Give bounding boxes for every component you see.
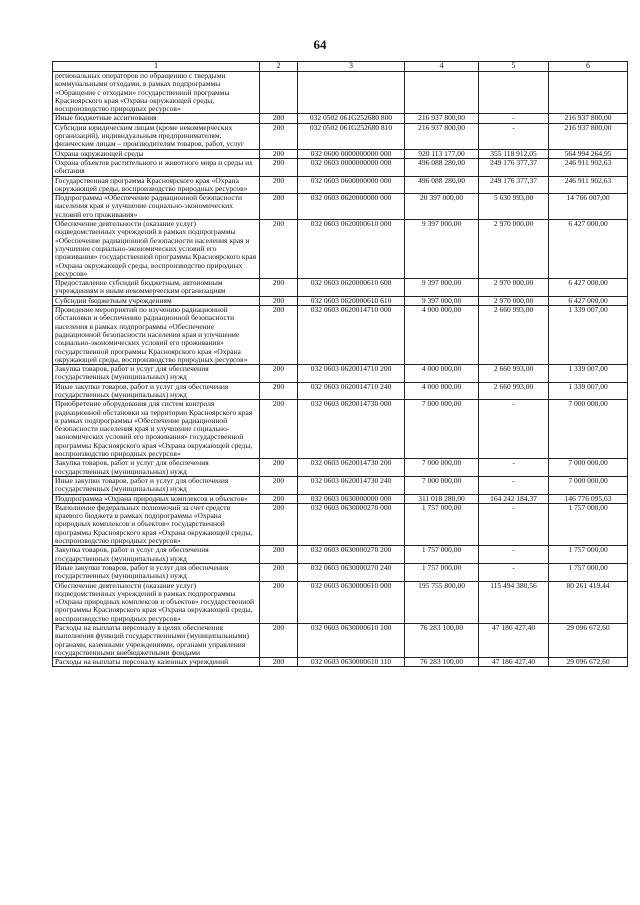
table-header-row bbox=[53, 62, 628, 72]
row-code-cell: 200 bbox=[260, 400, 298, 459]
row-executed-amount-cell: 47 186 427,40 bbox=[479, 624, 549, 658]
row-name-cell: Проведение мероприятий по изучению радиационной обстановки и обеспечению радиационной безопасности населения в рамках подпрограммы «Обеспечение радиационной безопасности населения края и улучшение социально-экономических условий его проживания» государственной программы Красноярского края «Охрана окружающей среды, воспроизводство природных ресурсов» bbox=[53, 306, 260, 365]
row-approved-amount-cell: 311 018 280,00 bbox=[405, 494, 479, 503]
row-approved-amount-cell bbox=[405, 72, 479, 114]
row-approved-amount-cell: 4 000 000,00 bbox=[405, 382, 479, 400]
table-row bbox=[53, 400, 628, 459]
row-code-cell: 200 bbox=[260, 624, 298, 658]
row-kbk-cell: 032 0603 0630000610 000 bbox=[298, 581, 405, 623]
row-remaining-amount-cell: 6 427 000,00 bbox=[549, 220, 628, 279]
row-code-cell: 200 bbox=[260, 176, 298, 194]
row-name-cell: Закупка товаров, работ и услуг для обеспечения государственных (муниципальных) нужд bbox=[53, 459, 260, 477]
row-approved-amount-cell: 195 755 800,00 bbox=[405, 581, 479, 623]
row-name-cell: Охрана окружающей среды bbox=[53, 149, 260, 158]
row-code-cell: 200 bbox=[260, 546, 298, 564]
row-remaining-amount-cell: 146 776 095,63 bbox=[549, 494, 628, 503]
row-approved-amount-cell: 4 000 000,00 bbox=[405, 306, 479, 365]
table-row bbox=[53, 382, 628, 400]
table-row bbox=[53, 581, 628, 623]
row-executed-amount-cell: - bbox=[479, 503, 549, 545]
row-kbk-cell: 032 0603 0620014710 240 bbox=[298, 382, 405, 400]
row-name-cell: Подпрограмма «Охрана природных комплексов и объектов» bbox=[53, 494, 260, 503]
row-name-cell: Субсидии бюджетным учреждениям bbox=[53, 296, 260, 305]
row-remaining-amount-cell: 1 757 000,00 bbox=[549, 563, 628, 581]
budget-table bbox=[52, 61, 628, 667]
table-row bbox=[53, 563, 628, 581]
row-approved-amount-cell: 216 937 800,00 bbox=[405, 114, 479, 123]
row-executed-amount-cell: - bbox=[479, 114, 549, 123]
row-remaining-amount-cell: 7 000 000,00 bbox=[549, 400, 628, 459]
row-executed-amount-cell: - bbox=[479, 123, 549, 149]
row-kbk-cell: 032 0603 0630000270 240 bbox=[298, 563, 405, 581]
row-name-cell: Приобретение оборудования для систем контроля радиационной обстановки на территории Красноярского края в рамках подпрограммы «Обеспечение радиационной безопасности населения края и улучшение социально-экономических условий его проживания» государственной программы Красноярского края «Охрана окружающей среды, воспроизводство природных ресурсов» bbox=[53, 400, 260, 459]
row-remaining-amount-cell: 7 000 000,00 bbox=[549, 459, 628, 477]
row-executed-amount-cell: 47 186 427,40 bbox=[479, 658, 549, 667]
row-kbk-cell: 032 0603 0620014730 000 bbox=[298, 400, 405, 459]
row-approved-amount-cell: 9 397 000,00 bbox=[405, 279, 479, 297]
row-approved-amount-cell: 496 088 280,00 bbox=[405, 158, 479, 176]
row-kbk-cell: 032 0502 061G252680 800 bbox=[298, 114, 405, 123]
table-row bbox=[53, 158, 628, 176]
row-name-cell: Обеспечение деятельности (оказание услуг) подведомственных учреждений в рамках подпрограммы «Охрана природных комплексов и объектов» государственной программы Красноярского края «Охрана окружающей среды, воспроизводство природных ресурсов» bbox=[53, 581, 260, 623]
table-row bbox=[53, 306, 628, 365]
table-row bbox=[53, 176, 628, 194]
table-row bbox=[53, 624, 628, 658]
row-remaining-amount-cell: 216 937 800,00 bbox=[549, 123, 628, 149]
row-executed-amount-cell: 2 660 993,00 bbox=[479, 306, 549, 365]
row-remaining-amount-cell: 564 994 264,95 bbox=[549, 149, 628, 158]
row-code-cell: 200 bbox=[260, 123, 298, 149]
row-kbk-cell: 032 0600 0000000000 000 bbox=[298, 149, 405, 158]
row-approved-amount-cell: 7 000 000,00 bbox=[405, 476, 479, 494]
row-remaining-amount-cell: 6 427 000,00 bbox=[549, 279, 628, 297]
row-executed-amount-cell: 164 242 184,37 bbox=[479, 494, 549, 503]
row-kbk-cell: 032 0603 0620014730 240 bbox=[298, 476, 405, 494]
row-name-cell: Иные закупки товаров, работ и услуг для обеспечения государственных (муниципальных) нужд bbox=[53, 476, 260, 494]
row-executed-amount-cell: 5 630 993,00 bbox=[479, 194, 549, 220]
row-name-cell: Закупка товаров, работ и услуг для обеспечения государственных (муниципальных) нужд bbox=[53, 546, 260, 564]
table-row bbox=[53, 476, 628, 494]
row-remaining-amount-cell: 29 096 672,60 bbox=[549, 624, 628, 658]
row-code-cell: 200 bbox=[260, 563, 298, 581]
row-name-cell: Предоставление субсидий бюджетным, автономным учреждениям и иным некоммерческим организациям bbox=[53, 279, 260, 297]
table-row bbox=[53, 503, 628, 545]
table-row bbox=[53, 279, 628, 297]
row-kbk-cell: 032 0603 0620000610 000 bbox=[298, 220, 405, 279]
row-name-cell: Охрана объектов растительного и животного мира и среды их обитания bbox=[53, 158, 260, 176]
row-code-cell: 200 bbox=[260, 494, 298, 503]
table-row bbox=[53, 123, 628, 149]
row-kbk-cell: 032 0603 0620000000 000 bbox=[298, 194, 405, 220]
row-code-cell: 200 bbox=[260, 306, 298, 365]
row-name-cell: Иные закупки товаров, работ и услуг для обеспечения государственных (муниципальных) нужд bbox=[53, 382, 260, 400]
row-name-cell: Иные бюджетные ассигнования bbox=[53, 114, 260, 123]
column-header: 2 bbox=[260, 62, 298, 72]
table-row bbox=[53, 546, 628, 564]
row-remaining-amount-cell bbox=[549, 72, 628, 114]
table-row bbox=[53, 296, 628, 305]
row-approved-amount-cell: 20 397 000,00 bbox=[405, 194, 479, 220]
row-approved-amount-cell: 1 757 000,00 bbox=[405, 503, 479, 545]
row-approved-amount-cell: 76 283 100,00 bbox=[405, 658, 479, 667]
column-header: 5 bbox=[479, 62, 549, 72]
row-name-cell: Обеспечение деятельности (оказание услуг) подведомственных учреждений в рамках подпрограммы «Обеспечение радиационной безопасности населения края и улучшение социально-экономических условий его проживания» государственной программы Красноярского края «Охрана окружающей среды, воспроизводство природных ресурсов» bbox=[53, 220, 260, 279]
row-kbk-cell: 032 0603 0620000610 610 bbox=[298, 296, 405, 305]
row-executed-amount-cell: 2 660 993,00 bbox=[479, 382, 549, 400]
row-kbk-cell: 032 0603 0630000000 000 bbox=[298, 494, 405, 503]
table-row bbox=[53, 149, 628, 158]
row-code-cell: 200 bbox=[260, 296, 298, 305]
row-remaining-amount-cell: 6 427 000,00 bbox=[549, 296, 628, 305]
column-header: 6 bbox=[549, 62, 628, 72]
row-remaining-amount-cell: 1 339 007,00 bbox=[549, 382, 628, 400]
row-executed-amount-cell: 249 176 377,37 bbox=[479, 158, 549, 176]
row-kbk-cell: 032 0603 0620014730 200 bbox=[298, 459, 405, 477]
row-kbk-cell: 032 0603 0630000610 100 bbox=[298, 624, 405, 658]
table-row bbox=[53, 220, 628, 279]
row-remaining-amount-cell: 1 757 000,00 bbox=[549, 546, 628, 564]
row-executed-amount-cell: 2 970 000,00 bbox=[479, 220, 549, 279]
row-kbk-cell: 032 0603 0630000270 000 bbox=[298, 503, 405, 545]
row-remaining-amount-cell: 7 000 000,00 bbox=[549, 476, 628, 494]
row-approved-amount-cell: 9 397 000,00 bbox=[405, 296, 479, 305]
column-header: 1 bbox=[53, 62, 260, 72]
table-row bbox=[53, 658, 628, 667]
row-executed-amount-cell: 2 970 000,00 bbox=[479, 279, 549, 297]
row-approved-amount-cell: 920 113 177,00 bbox=[405, 149, 479, 158]
row-code-cell: 200 bbox=[260, 382, 298, 400]
row-approved-amount-cell: 496 088 280,00 bbox=[405, 176, 479, 194]
row-code-cell: 200 bbox=[260, 476, 298, 494]
row-code-cell: 200 bbox=[260, 459, 298, 477]
row-code-cell: 200 bbox=[260, 365, 298, 383]
row-kbk-cell: 032 0603 0620014710 000 bbox=[298, 306, 405, 365]
row-approved-amount-cell: 9 397 000,00 bbox=[405, 220, 479, 279]
row-name-cell: Выполнение федеральных полномочий за счет средств краевого бюджета в рамках подпрограммы «Охрана природных комплексов и объектов» государственной программы Красноярского края «Охрана окружающей среды, воспроизводство природных ресурсов» bbox=[53, 503, 260, 545]
table-row bbox=[53, 72, 628, 114]
row-code-cell: 200 bbox=[260, 658, 298, 667]
row-kbk-cell: 032 0603 0600000000 000 bbox=[298, 176, 405, 194]
row-name-cell: региональных операторов по обращению с твердыми коммунальными отходами, в рамках подпрограммы «Обращение с отходами» государственной программы Красноярского края «Охрана окружающей среды, воспроизводство природных ресурсов» bbox=[53, 72, 260, 114]
row-name-cell: Расходы на выплаты персоналу в целях обеспечения выполнения функций государственными (муниципальными) органами, казенными учреждениями, органами управления государственными внебюджетными фондами bbox=[53, 624, 260, 658]
row-name-cell: Государственная программа Красноярского края «Охрана окружающей среды, воспроизводство природных ресурсов» bbox=[53, 176, 260, 194]
row-remaining-amount-cell: 216 937 800,00 bbox=[549, 114, 628, 123]
row-remaining-amount-cell: 1 339 007,00 bbox=[549, 306, 628, 365]
row-kbk-cell: 032 0603 0630000610 110 bbox=[298, 658, 405, 667]
row-remaining-amount-cell: 246 911 902,63 bbox=[549, 158, 628, 176]
row-remaining-amount-cell: 1 339 007,00 bbox=[549, 365, 628, 383]
row-remaining-amount-cell: 246 911 902,63 bbox=[549, 176, 628, 194]
table-row bbox=[53, 494, 628, 503]
row-approved-amount-cell: 76 283 100,00 bbox=[405, 624, 479, 658]
row-kbk-cell: 032 0603 0000000000 000 bbox=[298, 158, 405, 176]
row-name-cell: Закупка товаров, работ и услуг для обеспечения государственных (муниципальных) нужд bbox=[53, 365, 260, 383]
row-executed-amount-cell: - bbox=[479, 546, 549, 564]
row-approved-amount-cell: 1 757 000,00 bbox=[405, 563, 479, 581]
row-name-cell: Субсидии юридическим лицам (кроме некоммерческих организаций), индивидуальным предпринимателям, физическим лицам – производителям товаров, работ, услуг bbox=[53, 123, 260, 149]
row-approved-amount-cell: 216 937 800,00 bbox=[405, 123, 479, 149]
row-code-cell: 200 bbox=[260, 158, 298, 176]
row-executed-amount-cell: - bbox=[479, 400, 549, 459]
row-executed-amount-cell: - bbox=[479, 476, 549, 494]
table-row bbox=[53, 365, 628, 383]
row-name-cell: Расходы на выплаты персоналу казенных учреждений bbox=[53, 658, 260, 667]
row-remaining-amount-cell: 1 757 000,00 bbox=[549, 503, 628, 545]
row-code-cell: 200 bbox=[260, 279, 298, 297]
row-kbk-cell bbox=[298, 72, 405, 114]
row-approved-amount-cell: 7 000 000,00 bbox=[405, 400, 479, 459]
row-executed-amount-cell bbox=[479, 72, 549, 114]
row-code-cell: 200 bbox=[260, 149, 298, 158]
row-remaining-amount-cell: 14 766 007,00 bbox=[549, 194, 628, 220]
row-executed-amount-cell: 2 970 000,00 bbox=[479, 296, 549, 305]
row-code-cell: 200 bbox=[260, 220, 298, 279]
row-approved-amount-cell: 1 757 000,00 bbox=[405, 546, 479, 564]
row-executed-amount-cell: - bbox=[479, 563, 549, 581]
page-number: 64 bbox=[313, 37, 327, 52]
row-code-cell: 200 bbox=[260, 503, 298, 545]
column-header: 3 bbox=[298, 62, 405, 72]
row-name-cell: Подпрограмма «Обеспечение радиационной безопасности населения края и улучшение социально-экономических условий его проживания» bbox=[53, 194, 260, 220]
row-kbk-cell: 032 0502 061G252680 810 bbox=[298, 123, 405, 149]
row-executed-amount-cell: 2 660 993,00 bbox=[479, 365, 549, 383]
table-row bbox=[53, 114, 628, 123]
row-code-cell: 200 bbox=[260, 581, 298, 623]
row-name-cell: Иные закупки товаров, работ и услуг для обеспечения государственных (муниципальных) нужд bbox=[53, 563, 260, 581]
table-row bbox=[53, 194, 628, 220]
column-header: 4 bbox=[405, 62, 479, 72]
row-executed-amount-cell: 355 118 912,05 bbox=[479, 149, 549, 158]
row-kbk-cell: 032 0603 0620000610 600 bbox=[298, 279, 405, 297]
row-kbk-cell: 032 0603 0620014710 200 bbox=[298, 365, 405, 383]
row-approved-amount-cell: 4 000 000,00 bbox=[405, 365, 479, 383]
row-kbk-cell: 032 0603 0630000270 200 bbox=[298, 546, 405, 564]
row-code-cell: 200 bbox=[260, 114, 298, 123]
row-code-cell bbox=[260, 72, 298, 114]
row-code-cell: 200 bbox=[260, 194, 298, 220]
row-approved-amount-cell: 7 000 000,00 bbox=[405, 459, 479, 477]
row-executed-amount-cell: - bbox=[479, 459, 549, 477]
table-row bbox=[53, 459, 628, 477]
row-remaining-amount-cell: 80 261 419,44 bbox=[549, 581, 628, 623]
row-executed-amount-cell: 249 176 377,37 bbox=[479, 176, 549, 194]
row-executed-amount-cell: 115 494 380,56 bbox=[479, 581, 549, 623]
row-remaining-amount-cell: 29 096 672,60 bbox=[549, 658, 628, 667]
